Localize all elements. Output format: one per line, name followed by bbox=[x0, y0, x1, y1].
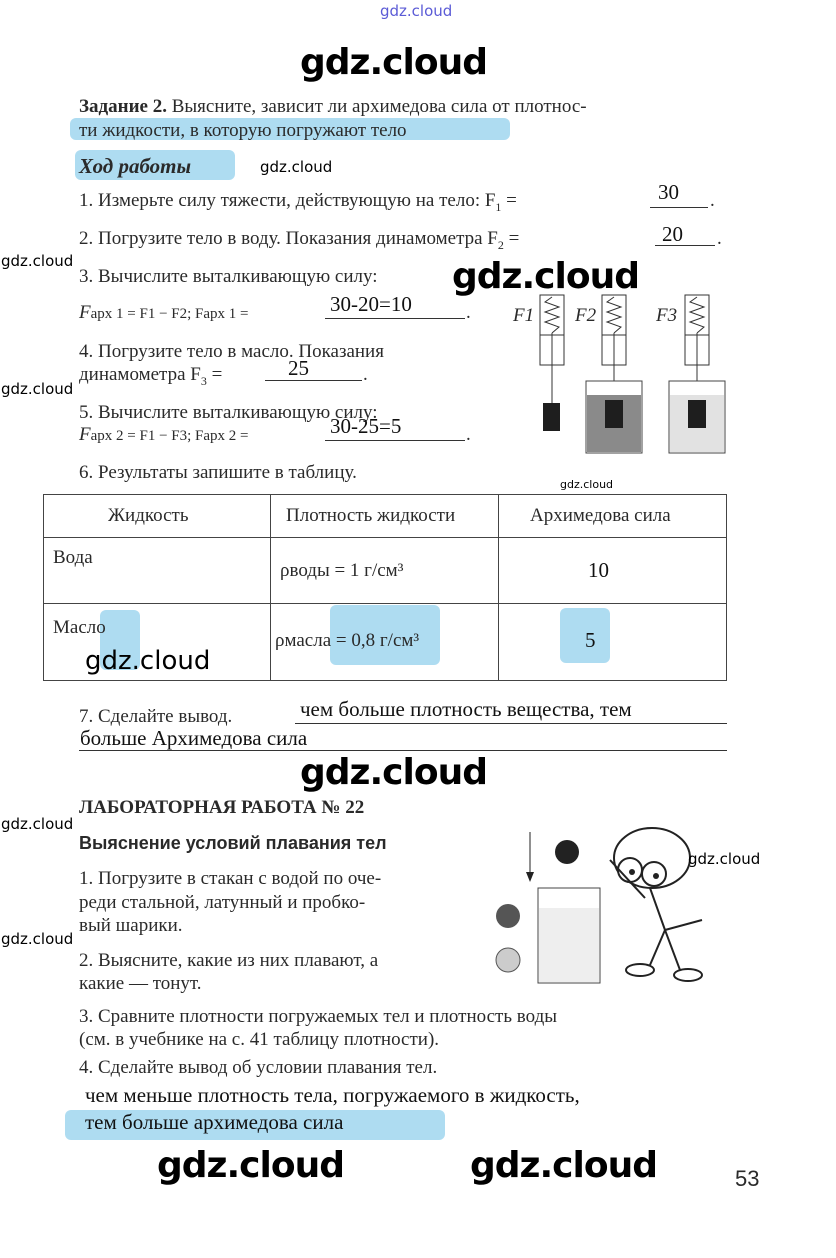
table-cell bbox=[498, 603, 727, 681]
step-1: 1. Измерьте силу тяжести, действующую на тело: $F_1$ = bbox=[79, 190, 517, 214]
answer-line bbox=[325, 440, 465, 441]
watermark: gdz.cloud bbox=[1, 252, 74, 270]
lab-step-1-line3: вый шарики. bbox=[79, 915, 183, 936]
watermark: gdz.cloud bbox=[300, 752, 487, 793]
step-2-text: 2. Погрузите тело в воду. Показания динамометра F bbox=[79, 228, 498, 249]
lab-subtitle: Выяснение условий плавания тел bbox=[79, 833, 387, 853]
formula-symbol: F bbox=[79, 302, 91, 323]
answer-line bbox=[265, 380, 362, 381]
label-f1: F1 bbox=[513, 305, 535, 326]
cell-density: ρводы = 1 г/см³ bbox=[280, 560, 404, 581]
step-7: 7. Сделайте вывод. bbox=[79, 706, 233, 727]
subscript: 3 bbox=[200, 373, 207, 388]
lab-step-1-line2: реди стальной, латунный и пробко- bbox=[79, 892, 366, 913]
answer-line bbox=[325, 318, 465, 319]
subscript: 1 bbox=[495, 199, 502, 214]
cell-density: ρмасла = 0,8 г/см³ bbox=[275, 630, 420, 651]
step-1-text: 1. Измерьте силу тяжести, действующую на тело: F bbox=[79, 190, 496, 211]
task-number: Задание 2. bbox=[79, 96, 167, 117]
subscript: 2 bbox=[497, 237, 504, 252]
task-title-line2: ти жидкости, в которую погружают тело bbox=[79, 120, 407, 141]
step-5: 5. Вычислите выталкивающую силу: bbox=[79, 402, 378, 423]
watermark: gdz.cloud bbox=[300, 42, 487, 83]
conclusion-line2: больше Архимедова сила bbox=[80, 726, 308, 750]
dynamometer-figure bbox=[505, 285, 740, 460]
answer-f3: 25 bbox=[288, 356, 309, 380]
step-3: 3. Вычислите выталкивающую силу: bbox=[79, 266, 378, 287]
period: . bbox=[363, 364, 368, 385]
floating-balls-illustration bbox=[490, 820, 730, 990]
watermark: gdz.cloud bbox=[470, 1145, 657, 1186]
conclusion-line1: чем больше плотность вещества, тем bbox=[300, 697, 632, 721]
watermark: gdz.cloud bbox=[380, 2, 453, 20]
header-force: Архимедова сила bbox=[530, 505, 671, 526]
task-title-text: Выясните, зависит ли архимедова сила от плотнос- bbox=[171, 96, 587, 117]
lab-answer-line1: чем меньше плотность тела, погружаемого в жидкость, bbox=[85, 1083, 580, 1107]
lab-step-3: 3. Сравните плотности погружаемых тел и плотность воды bbox=[79, 1006, 557, 1027]
watermark: gdz.cloud bbox=[560, 478, 614, 491]
period: . bbox=[466, 302, 471, 323]
step-4-line2: динамометра $F_3$ = bbox=[79, 364, 223, 388]
watermark: gdz.cloud bbox=[157, 1145, 344, 1186]
step-6: 6. Результаты запишите в таблицу. bbox=[79, 462, 357, 483]
step-3-formula bbox=[79, 302, 249, 325]
answer-line bbox=[650, 207, 708, 208]
period: . bbox=[710, 190, 715, 211]
step-5-formula bbox=[79, 424, 249, 447]
task-title bbox=[79, 96, 587, 118]
answer-f2: 20 bbox=[662, 222, 683, 246]
watermark: gdz.cloud bbox=[260, 158, 333, 176]
label-f2: F2 bbox=[575, 305, 597, 326]
answer-line bbox=[295, 723, 727, 724]
watermark: gdz.cloud bbox=[85, 646, 211, 676]
page-number: 53 bbox=[735, 1166, 760, 1191]
cell-force: 10 bbox=[588, 558, 609, 582]
answer-f-arch-2: 30-25=5 bbox=[330, 414, 402, 438]
cell-force: 5 bbox=[585, 628, 596, 652]
lab-answer-line2: тем больше архимедова сила bbox=[85, 1110, 344, 1134]
formula-text: арх 1 = F1 − F2; Fарх 1 = bbox=[90, 306, 249, 322]
watermark: gdz.cloud bbox=[1, 815, 74, 833]
header-density: Плотность жидкости bbox=[286, 505, 456, 526]
header-liquid: Жидкость bbox=[108, 505, 189, 526]
answer-line bbox=[79, 750, 727, 751]
procedure-heading: Ход работы bbox=[79, 154, 192, 178]
label-f3: F3 bbox=[656, 305, 678, 326]
watermark: gdz.cloud bbox=[1, 930, 74, 948]
table-cell bbox=[498, 537, 727, 604]
lab-step-2: 2. Выясните, какие из них плавают, а bbox=[79, 950, 379, 971]
lab-step-1: 1. Погрузите в стакан с водой по оче- bbox=[79, 868, 382, 889]
watermark: gdz.cloud bbox=[452, 256, 639, 297]
lab-step-2-line2: какие — тонут. bbox=[79, 973, 202, 994]
period: . bbox=[466, 424, 471, 445]
lab-step-3-line2: (см. в учебнике на с. 41 таблицу плотности). bbox=[79, 1029, 440, 1050]
formula-text: арх 2 = F1 − F3; Fарх 2 = bbox=[90, 428, 249, 444]
cell-liquid: Масло bbox=[53, 617, 106, 638]
watermark: gdz.cloud bbox=[1, 380, 74, 398]
answer-f-arch-1: 30-20=10 bbox=[330, 292, 412, 316]
lab-step-4: 4. Сделайте вывод об условии плавания тел. bbox=[79, 1057, 438, 1078]
step-4: 4. Погрузите тело в масло. Показания bbox=[79, 341, 384, 362]
answer-f1: 30 bbox=[658, 180, 679, 204]
cell-liquid: Вода bbox=[53, 547, 93, 568]
period: . bbox=[717, 228, 722, 249]
step-2: 2. Погрузите тело в воду. Показания динамометра $F_2$ = bbox=[79, 228, 520, 252]
step-4-text: динамометра F bbox=[79, 364, 201, 385]
watermark: gdz.cloud bbox=[688, 850, 761, 868]
lab-title: ЛАБОРАТОРНАЯ РАБОТА № 22 bbox=[79, 797, 365, 818]
formula-symbol: F bbox=[79, 424, 91, 445]
